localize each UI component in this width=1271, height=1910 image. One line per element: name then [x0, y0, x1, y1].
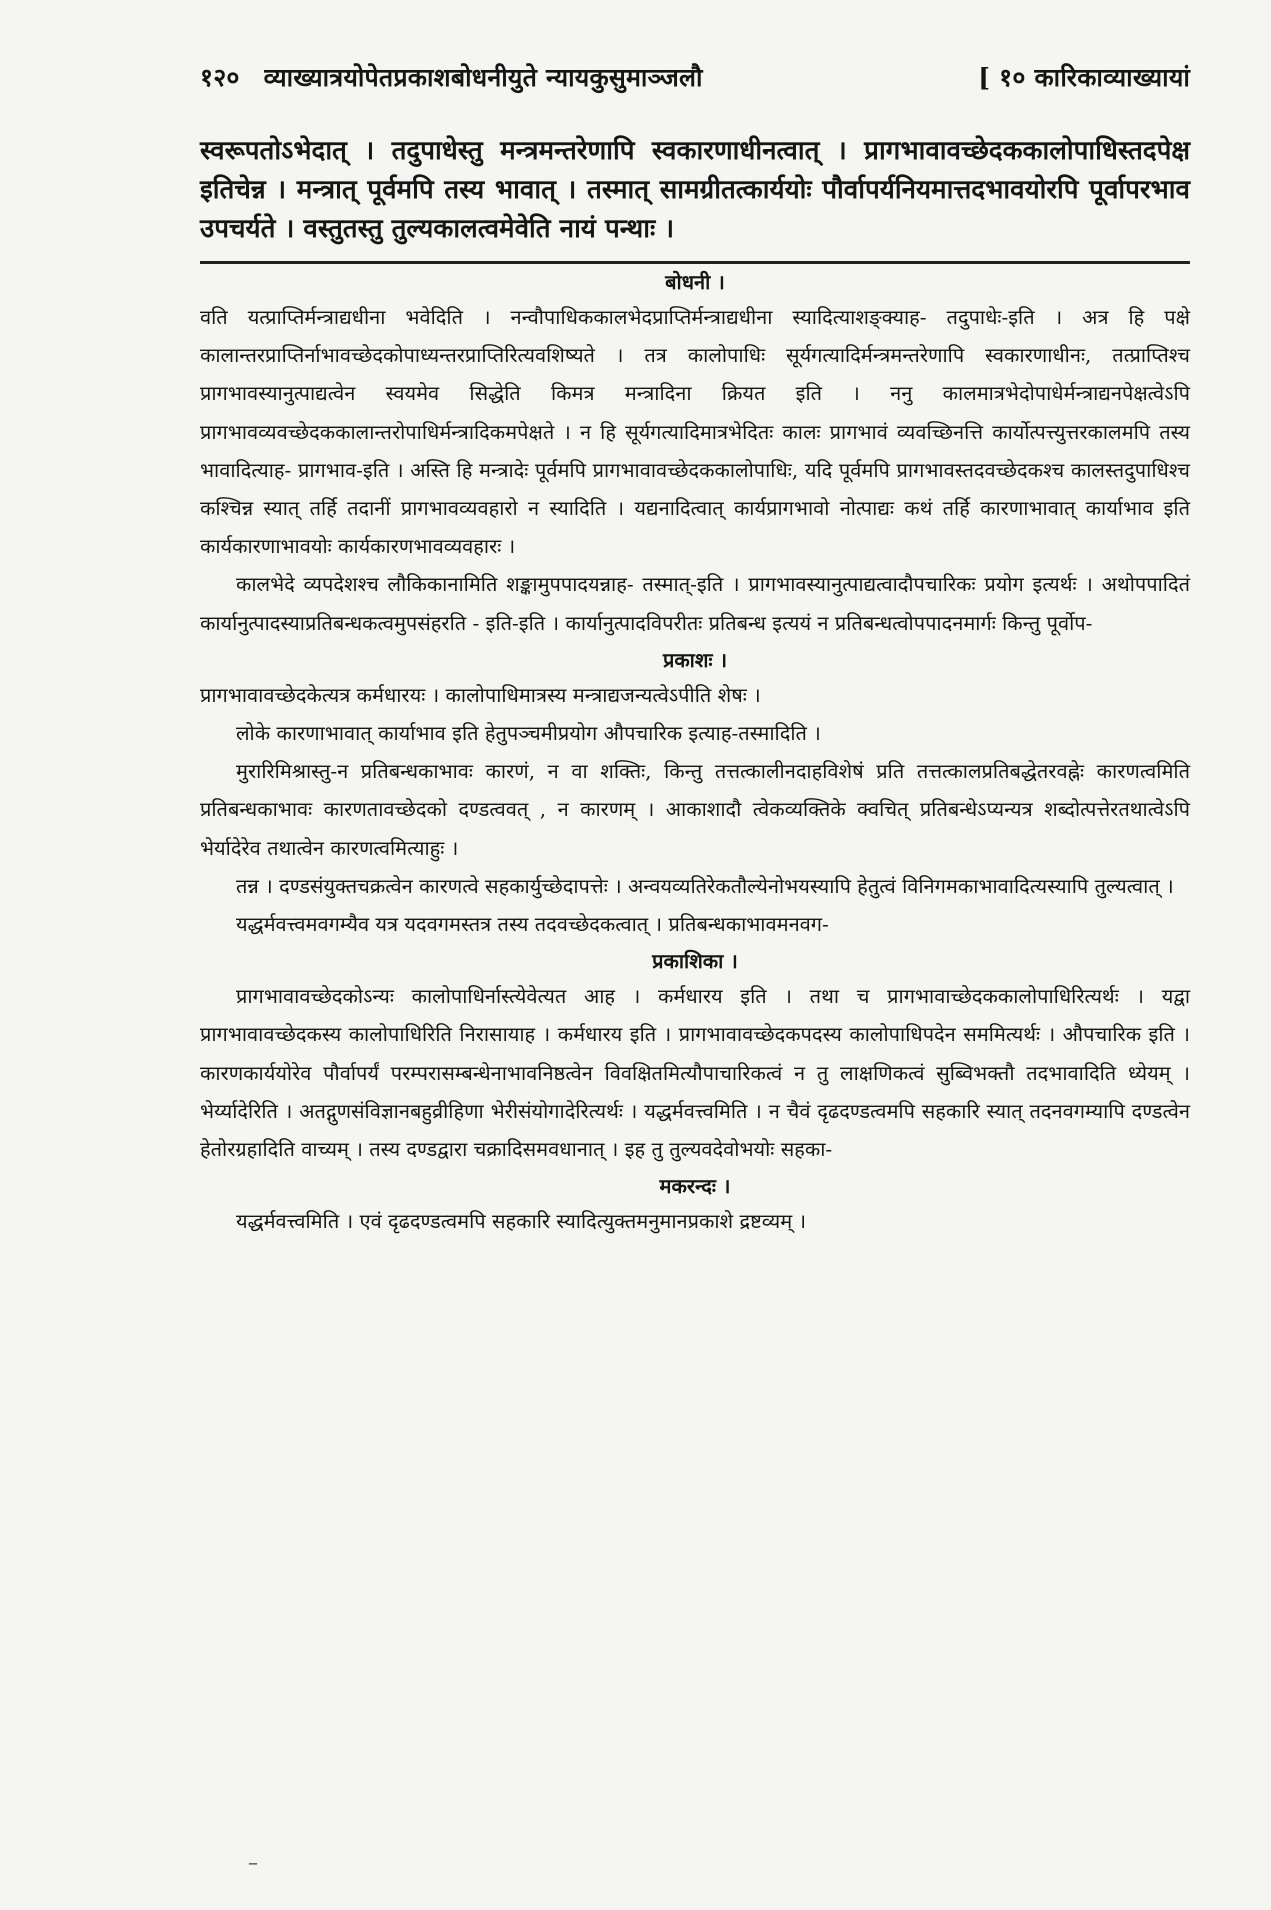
bodhani-paragraph: वति यत्प्राप्तिर्मन्त्राद्यधीना भवेदिति । नन्वौपाधिककालभेदप्राप्तिर्मन्त्राद्यधीना स्यादित्याशङ्क्याह- तदुपाधेः-इति । अत्र हि पक्षे कालान्तरप्राप्तिर्नाभावच्छेदकोपाध्यन्तरप्राप्तिरित्यवशिष्यते । तत्र कालोपाधिः सूर्यगत्यादिर्मन्त्रमन्तरेणापि स्वकारणाधीनः, तत्प्राप्तिश्च प्रागभावस्यानुत्पाद्यत्वेन स्वयमेव सिद्धेति किमत्र मन्त्रादिना क्रियत इति । ननु कालमात्रभेदोपाधेर्मन्त्राद्यनपेक्षत्वेऽपि प्रागभावव्यवच्छेदककालान्तरोपाधिर्मन्त्रादिकमपेक्षते । न हि सूर्यगत्यादिमात्रभेदितः कालः प्रागभावं व्यवच्छिनत्ति कार्योत्पत्त्युत्तरकालमपि तस्य भावादित्याह- प्रागभाव-इति । अस्ति हि मन्त्रादेः पूर्वमपि प्रागभावावच्छेदककालोपाधिः, यदि पूर्वमपि प्रागभावस्तदवच्छेदकश्च कालस्तदुपाधिश्च कश्चिन्न स्यात् तर्हि तदानीं प्रागभावव्यवहारो न स्यादिति । यद्यनादित्वात् कार्यप्रागभावो नोत्पाद्यः कथं तर्हि कारणाभावात् कार्याभाव इति कार्यकारणाभावयोः कार्यकारणभावव्यवहारः ।	[200, 305, 1190, 559]
horizontal-rule	[200, 261, 1190, 264]
makaranda-paragraph: यद्धर्मवत्त्वमिति । एवं दृढदण्डत्वमपि सहकारि स्यादित्युक्तमनुमानप्रकाशे द्रष्टव्यम् ।	[236, 1209, 807, 1234]
prakasha-paragraph: यद्धर्मवत्त्वमवगम्यैव यत्र यदवगमस्तत्र तस्य तदवच्छेदकत्वात् । प्रतिबन्धकाभावमनवग-	[236, 912, 829, 937]
root-text: स्वरूपतोऽभेदात् । तदुपाधेस्तु मन्त्रमन्तरेणापि स्वकारणाधीनत्वात् । प्रागभावावच्छेदककालोपाधिस्तदपेक्ष इतिचेन्न । मन्त्रात् पूर्वमपि तस्य भावात् । तस्मात् सामग्रीतत्कार्ययोः पौर्वापर्यनियमात्तदभावयोरपि पूर्वापरभाव उपचर्यते । वस्तुतस्तु तुल्यकालत्वमेवेति नायं पन्थाः ।	[200, 136, 1190, 244]
prakashika-paragraph: प्रागभावावच्छेदकोऽन्यः कालोपाधिर्नास्त्येवेत्यत आह । कर्मधारय इति । तथा च प्रागभावाच्छेदककालोपाधिरित्यर्थः । यद्वा प्रागभावावच्छेदकस्य कालोपाधिरिति निरासायाह । कर्मधारय इति । प्रागभावावच्छेदकपदस्य कालोपाधिपदेन सममित्यर्थः । औपचारिक इति । कारणकार्ययोरेव पौर्वापर्यं परम्परासम्बन्धेनाभावनिष्ठत्वेन विवक्षितमित्यौपाचारिकत्वं न तु लाक्षणिकत्वं सुब्विभक्तौ तदभावादिति ध्येयम् । भेर्य्यादेरिति । अतद्गुणसंविज्ञानबहुव्रीहिणा भेरीसंयोगादेरित्यर्थः । यद्धर्मवत्त्वमिति । न चैवं दृढदण्डत्वमपि सहकारि स्यात् तदनवगम्यापि दण्डत्वेन हेतोरग्रहादिति वाच्यम् । तस्य दण्डद्वारा चक्रादिसमवधानात् । इह तु तुल्यवदेवोभयोः सहका-	[200, 984, 1190, 1162]
makaranda-heading: मकरन्दः ।	[659, 1174, 731, 1199]
bodhani-heading: बोधनी ।	[665, 270, 725, 294]
prakasha-paragraph: मुरारिमिश्रास्तु-न प्रतिबन्धकाभावः कारणं, न वा शक्तिः, किन्तु तत्तत्कालीनदाहविशेषं प्रति तत्तत्कालप्रतिबद्धेतरवह्नेः कारणत्वमिति प्रतिबन्धकाभावः कारणतावच्छेदको दण्डत्ववत् , न कारणम् । आकाशादौ त्वेकव्यक्तिके क्वचित् प्रतिबन्धेऽप्यन्यत्र शब्दोत्पत्तेरतथात्वेऽपि भेर्यादेरेव तथात्वेन कारणत्वमित्याहुः ।	[200, 759, 1190, 860]
prakashika-heading: प्रकाशिका ।	[652, 949, 738, 974]
footer-mark: –	[248, 1850, 258, 1874]
section-label: [ १० कारिकाव्याख्यायां	[978, 63, 1190, 92]
running-head	[200, 60, 1190, 94]
prakasha-paragraph: लोके कारणाभावात् कार्याभाव इति हेतुपञ्चमीप्रयोग औपचारिक इत्याह-तस्मादिति ।	[236, 721, 821, 746]
page	[200, 60, 1190, 1240]
prakasha-paragraph: प्रागभावावच्छेदकेत्यत्र कर्मधारयः । कालोपाधिमात्रस्य मन्त्राद्यजन्यत्वेऽपीति शेषः ।	[200, 682, 761, 707]
prakasha-paragraph: तन्न । दण्डसंयुक्तचक्रत्वेन कारणत्वे सहकार्युच्छेदापत्तेः । अन्वयव्यतिरेकतौल्येनोभयस्यापि हेतुत्वं विनिगमकाभावादित्यस्यापि तुल्यत्वात् ।	[236, 873, 1174, 898]
bodhani-paragraph: कालभेदे व्यपदेशश्च लौकिकानामिति शङ्कामुपपादयन्नाह- तस्मात्-इति । प्रागभावस्यानुत्पाद्यत्वादौपचारिकः प्रयोग इत्यर्थः । अथोपपादितं कार्यानुत्पादस्याप्रतिबन्धकत्वमुपसंहरति - इति-इति । कार्यानुत्पादविपरीतः प्रतिबन्ध इत्ययं न प्रतिबन्धत्वोपपादनमार्गः किन्तु पूर्वोप-	[200, 572, 1190, 635]
page-number: १२०	[200, 63, 240, 92]
running-title: व्याख्यात्रयोपेतप्रकाशबोधनीयुते न्यायकुसुमाञ्जलौ	[263, 63, 703, 92]
prakasha-heading: प्रकाशः ।	[662, 647, 728, 672]
